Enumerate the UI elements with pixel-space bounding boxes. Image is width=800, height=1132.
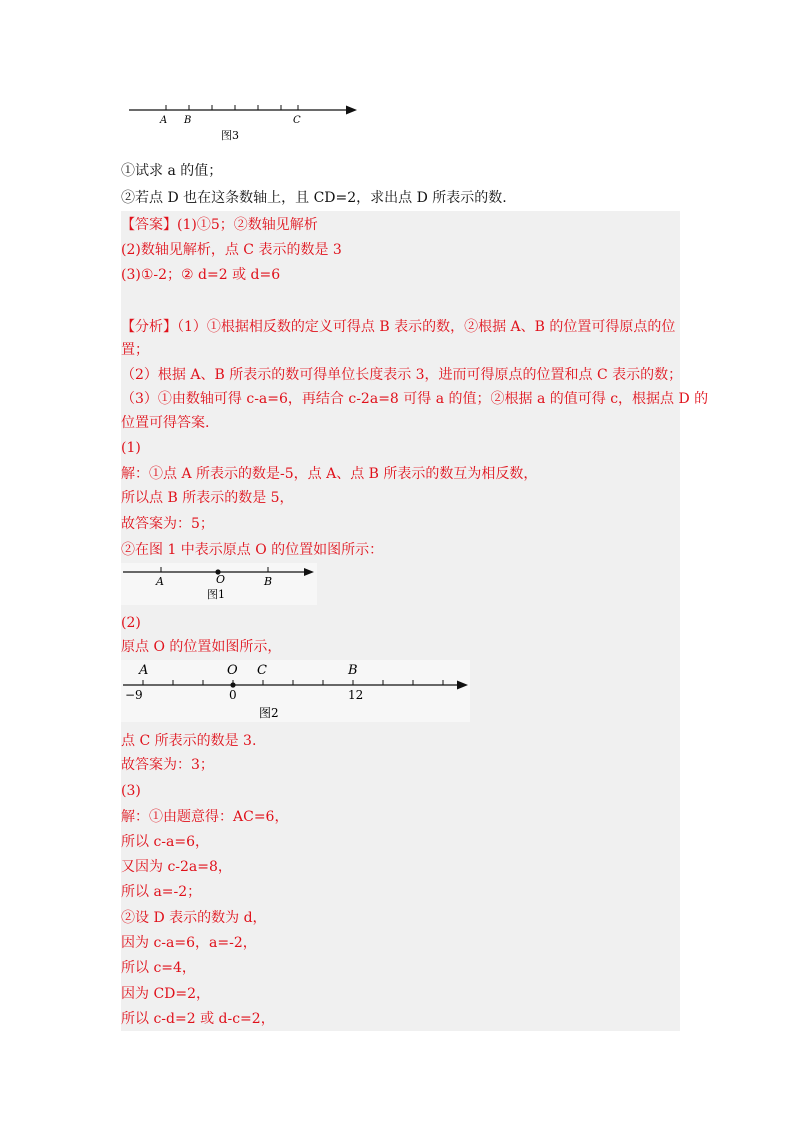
- figure-3: [121, 96, 366, 152]
- part-1-line-1: 解：①点 A 所表示的数是-5，点 A、点 B 所表示的数互为相反数，: [121, 466, 538, 482]
- axis-arrow-icon: [346, 106, 357, 115]
- point-label-a: A: [139, 663, 149, 678]
- point-label-a: A: [160, 115, 168, 126]
- question-1: ①试求 a 的值；: [121, 163, 223, 179]
- origin-dot: [230, 682, 235, 687]
- figure-caption: 图2: [259, 706, 279, 720]
- value-label-a: −9: [125, 688, 143, 702]
- answer-line-3: (3)①-2；② d=2 或 d=6: [121, 267, 281, 283]
- part-3-line-9: 所以 c-d=2 或 d-c=2，: [121, 1011, 275, 1027]
- point-label-b: B: [348, 663, 358, 678]
- part-3-line-8: 因为 CD=2，: [121, 986, 211, 1002]
- part-3-line-3: 又因为 c-2a=8，: [121, 859, 232, 875]
- value-label-b: 12: [348, 688, 364, 702]
- part-2-line-3: 故答案为：3；: [121, 757, 214, 773]
- part-3-line-1: 解：①由题意得：AC=6，: [121, 809, 289, 825]
- analysis-p2: （2）根据 A、B 所表示的数可得单位长度表示 3，进而可得原点的位置和点 C 表示的数；: [121, 367, 683, 383]
- analysis-p3b: 位置可得答案.: [121, 415, 210, 431]
- number-line-fig1: [121, 563, 317, 605]
- part-2-heading: (2): [121, 615, 141, 631]
- number-line-fig3: [121, 96, 366, 152]
- point-label-b: B: [264, 575, 273, 588]
- point-label-c: C: [257, 663, 267, 678]
- analysis-p1b: 置；: [121, 342, 149, 358]
- part-3-line-5: ②设 D 表示的数为 d，: [121, 910, 267, 926]
- axis-arrow-icon: [304, 568, 314, 576]
- point-label-c: C: [293, 115, 301, 126]
- part-3-line-4: 所以 a=-2；: [121, 884, 202, 900]
- part-3-line-6: 因为 c-a=6，a=-2，: [121, 935, 257, 951]
- part-3-line-2: 所以 c-a=6，: [121, 834, 210, 850]
- answer-line-1: 【答案】(1)①5；②数轴见解析: [121, 217, 318, 233]
- figure-caption: 图3: [221, 129, 239, 142]
- question-2: ②若点 D 也在这条数轴上，且 CD=2，求出点 D 所表示的数.: [121, 190, 507, 206]
- analysis-p3a: （3）①由数轴可得 c-a=6，再结合 c-2a=8 可得 a 的值；②根据 a 的值可得 c，根据点 D 的: [121, 391, 709, 407]
- point-label-o: O: [216, 573, 226, 586]
- analysis-p1a: 【分析】（1）①根据相反数的定义可得点 B 表示的数，②根据 A、B 的位置可得原点的位: [121, 319, 676, 335]
- part-3-heading: (3): [121, 783, 141, 799]
- part-3-line-7: 所以 c=4，: [121, 960, 196, 976]
- part-1-line-4: ②在图 1 中表示原点 O 的位置如图所示：: [121, 542, 384, 558]
- part-2-line-1: 原点 O 的位置如图所示，: [121, 639, 282, 655]
- tick-group: [143, 680, 443, 685]
- number-line-fig2: [121, 660, 470, 722]
- figure-caption: 图1: [207, 588, 225, 601]
- point-label-a: A: [156, 575, 164, 588]
- part-1-heading: (1): [121, 440, 141, 456]
- part-2-line-2: 点 C 所表示的数是 3.: [121, 733, 257, 749]
- value-label-o: 0: [229, 688, 237, 702]
- axis-arrow-icon: [457, 681, 468, 690]
- figure-1: [121, 563, 317, 605]
- part-1-line-2: 所以点 B 所表示的数是 5，: [121, 490, 294, 506]
- answer-line-2: (2)数轴见解析，点 C 表示的数是 3: [121, 242, 342, 258]
- part-1-line-3: 故答案为：5；: [121, 516, 214, 532]
- point-label-o: O: [227, 663, 238, 678]
- point-label-b: B: [184, 115, 192, 126]
- figure-2: [121, 660, 470, 722]
